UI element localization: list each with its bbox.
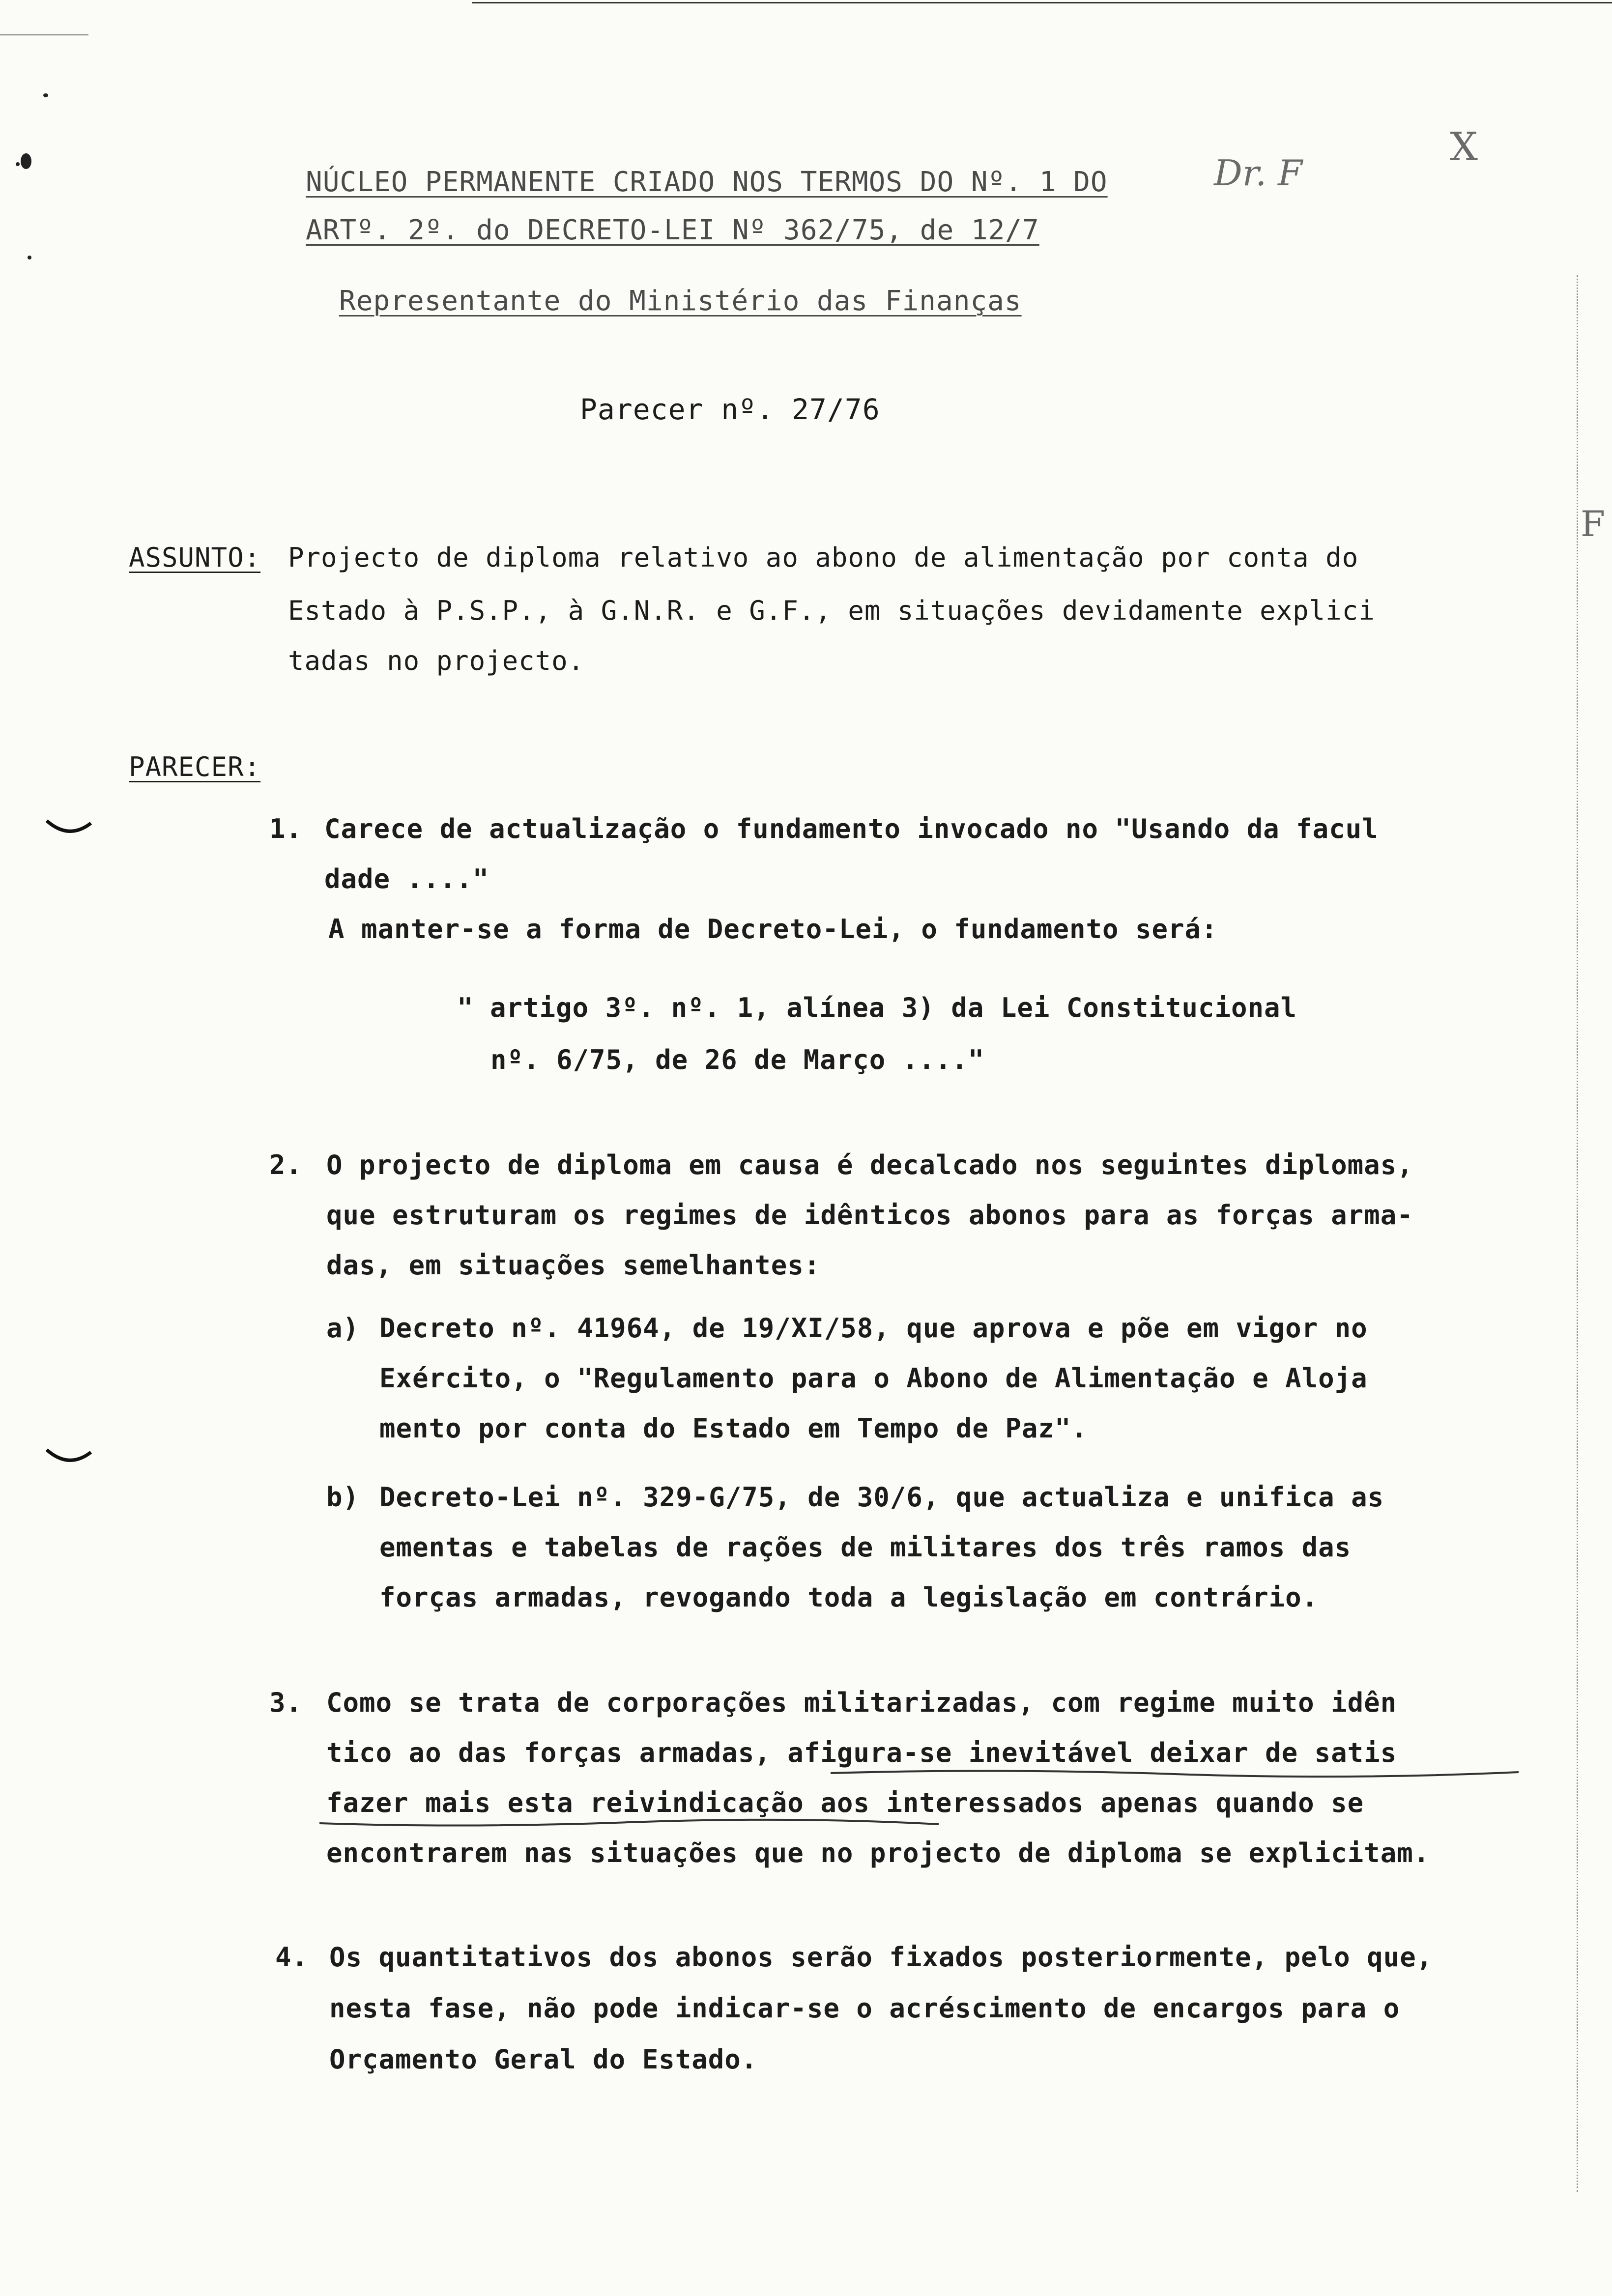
assunto-label: ASSUNTO: <box>129 542 261 573</box>
speck-mark <box>43 93 48 97</box>
item-1-quote-line: nº. 6/75, de 26 de Março ...." <box>490 1044 985 1075</box>
binder-curve-mark <box>44 1445 93 1474</box>
speck-mark <box>16 162 20 166</box>
item-1-quote-line: " artigo 3º. nº. 1, alínea 3) da Lei Constitucional <box>457 992 1297 1023</box>
top-border-line <box>472 2 1612 3</box>
binder-curve-mark <box>44 816 93 845</box>
item-3-line: encontrarem nas situações que no projecto de diploma se explicitam. <box>326 1837 1430 1868</box>
handwritten-underline-mark <box>319 1817 939 1832</box>
item-3-line: fazer mais esta reivindicação aos interessados apenas quando se <box>326 1787 1364 1818</box>
item-4-line: Orçamento Geral do Estado. <box>329 2044 758 2075</box>
item-2-line: O projecto de diploma em causa é decalcado nos seguintes diplomas, <box>326 1149 1413 1180</box>
item-number: 3. <box>269 1687 303 1718</box>
handwritten-underline-mark <box>831 1766 1519 1781</box>
item-number: 1. <box>269 813 303 844</box>
item-2-line: das, em situações semelhantes: <box>326 1250 821 1281</box>
handwritten-annotation: Dr. F <box>1214 152 1302 194</box>
sub-item-b-line: ementas e tabelas de rações de militares dos três ramos das <box>379 1532 1352 1563</box>
header-line-1: NÚCLEO PERMANENTE CRIADO NOS TERMOS DO Nº. 1 DO <box>306 166 1108 198</box>
assunto-line: Projecto de diploma relativo ao abono de alimentação por conta do <box>288 542 1359 573</box>
document-title: Parecer nº. 27/76 <box>580 393 880 426</box>
margin-letter: F <box>1581 503 1605 545</box>
item-2-line: que estruturam os regimes de idênticos abonos para as forças arma- <box>326 1200 1413 1231</box>
assunto-line: Estado à P.S.P., à G.N.R. e G.F., em situações devidamente explici <box>288 595 1375 626</box>
sub-item-a-label: a) <box>326 1313 360 1344</box>
item-1-line: dade ...." <box>324 863 489 894</box>
item-1-line: A manter-se a forma de Decreto-Lei, o fundamento será: <box>328 914 1218 945</box>
item-1-line: Carece de actualização o fundamento invocado no "Usando da facul <box>324 813 1379 844</box>
parecer-label: PARECER: <box>129 751 261 782</box>
header-line-2: ARTº. 2º. do DECRETO-LEI Nº 362/75, de 12/7 <box>306 214 1039 246</box>
item-4-line: nesta fase, não pode indicar-se o acréscimento de encargos para o <box>329 1993 1400 2024</box>
sub-item-a-line: mento por conta do Estado em Tempo de Paz". <box>379 1413 1088 1444</box>
assunto-line: tadas no projecto. <box>288 645 585 676</box>
sub-item-a-line: Decreto nº. 41964, de 19/XI/58, que aprova e põe em vigor no <box>379 1313 1368 1344</box>
item-3-line: tico ao das forças armadas, afigura-se inevitável deixar de satis <box>326 1737 1397 1768</box>
item-number: 2. <box>269 1149 303 1180</box>
sub-item-b-label: b) <box>326 1482 360 1513</box>
item-number: 4. <box>275 1942 309 1973</box>
right-margin-dotted-line <box>1577 275 1578 2192</box>
sub-item-b-line: forças armadas, revogando toda a legislação em contrário. <box>379 1582 1319 1613</box>
handwritten-x-mark: X <box>1450 124 1478 170</box>
sub-item-b-line: Decreto-Lei nº. 329-G/75, de 30/6, que actualiza e unifica as <box>379 1482 1384 1513</box>
speck-mark <box>28 256 31 259</box>
item-4-line: Os quantitativos dos abonos serão fixados posteriormente, pelo que, <box>329 1942 1433 1973</box>
top-left-dash <box>0 34 88 35</box>
punch-hole-mark <box>21 153 31 169</box>
item-3-line: Como se trata de corporações militarizadas, com regime muito idên <box>326 1687 1397 1718</box>
sub-item-a-line: Exército, o "Regulamento para o Abono de Alimentação e Aloja <box>379 1363 1368 1394</box>
header-line-3: Representante do Ministério das Finanças <box>339 285 1022 317</box>
